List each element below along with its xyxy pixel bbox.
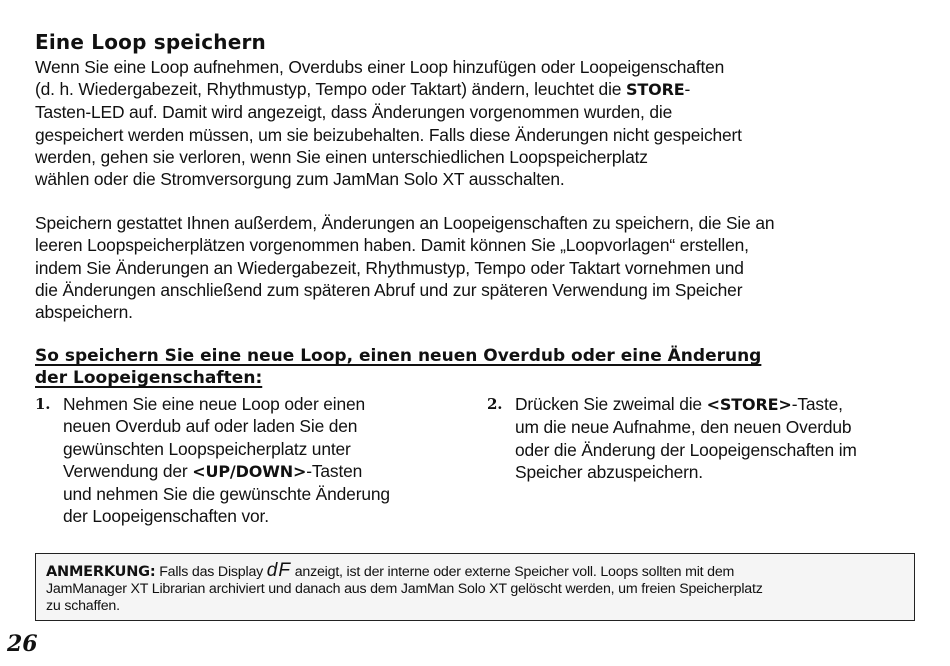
step-line: Nehmen Sie eine neue Loop oder einen <box>63 394 366 415</box>
up-down-keyword: <UP/DOWN> <box>192 461 307 481</box>
page-title: Eine Loop speichern <box>35 30 266 54</box>
note-label: ANMERKUNG: <box>46 564 156 580</box>
step-number: 2. <box>487 395 503 414</box>
step-line: Verwendung der <box>63 460 193 481</box>
store-keyword: STORE <box>626 80 685 100</box>
steps-list <box>35 393 920 527</box>
manual-page <box>35 30 920 527</box>
note-box <box>35 553 915 621</box>
section-heading <box>35 345 895 389</box>
intro-line: Wenn Sie eine Loop aufnehmen, Overdubs einer Loop hinzufügen oder Loopeigenschaften <box>35 57 725 77</box>
templates-paragraph <box>35 212 920 323</box>
step-line: der Loopeigenschaften vor. <box>63 506 269 527</box>
step-line: -Tasten <box>306 460 363 481</box>
step-line: um die neue Aufnahme, den neuen Overdub <box>515 417 852 438</box>
step-text <box>63 393 390 527</box>
note-text: JamManager XT Librarian archiviert und danach aus dem JamMan Solo XT gelöscht werden, um freien Speicherplatz <box>46 581 763 597</box>
intro-line: (d. h. Wiedergabezeit, Rhythmustyp, Tempo oder Taktart) ändern, leuchtet die <box>35 79 626 100</box>
display-code: dF <box>266 560 291 581</box>
templates-line: Speichern gestattet Ihnen außerdem, Änderungen an Loopeigenschaften zu speichern, die Sie an <box>35 213 775 234</box>
step-number: 1. <box>35 395 51 414</box>
templates-line: indem Sie Änderungen an Wiedergabezeit, Rhythmustyp, Tempo oder Taktart vornehmen und <box>35 257 744 278</box>
note-text: Falls das Display <box>155 564 267 580</box>
templates-line: die Änderungen anschließend zum späteren Abruf und zur späteren Verwendung im Speicher <box>35 279 743 300</box>
intro-line: werden, gehen sie verloren, wenn Sie einen unterschiedlichen Loopspeicherplatz <box>35 146 648 167</box>
intro-line: Tasten-LED auf. Damit wird angezeigt, dass Änderungen vorgenommen wurden, die <box>35 102 673 123</box>
page-number: 26 <box>7 631 38 657</box>
step-line: gewünschten Loopspeicherplatz unter <box>63 438 351 459</box>
templates-line: leeren Loopspeicherplätzen vorgenommen haben. Damit können Sie „Loopvorlagen“ erstellen, <box>35 235 749 256</box>
note-text: zu schaffen. <box>46 598 120 614</box>
step-2 <box>487 393 917 527</box>
intro-line: - <box>684 79 691 100</box>
intro-line: gespeichert werden müssen, um sie beizubehalten. Falls diese Änderungen nicht gespeichert <box>35 124 742 145</box>
step-line: -Taste, <box>791 394 843 415</box>
step-line: und nehmen Sie die gewünschte Änderung <box>63 484 390 505</box>
step-line: Drücken Sie zweimal die <box>515 394 707 415</box>
store-key-keyword: <STORE> <box>706 395 792 415</box>
templates-line: abspeichern. <box>35 302 133 323</box>
section-heading-line: der Loopeigenschaften: <box>35 368 263 389</box>
step-line: neuen Overdub auf oder laden Sie den <box>63 416 358 437</box>
intro-line: wählen oder die Stromversorgung zum JamMan Solo XT ausschalten. <box>35 169 565 190</box>
step-line: Speicher abzuspeichern. <box>515 461 703 482</box>
step-text <box>515 393 857 527</box>
step-line: oder die Änderung der Loopeigenschaften im <box>515 439 857 460</box>
note-text: anzeigt, ist der interne oder externe Speicher voll. Loops sollten mit dem <box>290 564 735 580</box>
section-heading-line: So speichern Sie eine neue Loop, einen neuen Overdub oder eine Änderung <box>35 346 762 367</box>
step-1 <box>35 393 487 527</box>
intro-paragraph <box>35 56 920 190</box>
